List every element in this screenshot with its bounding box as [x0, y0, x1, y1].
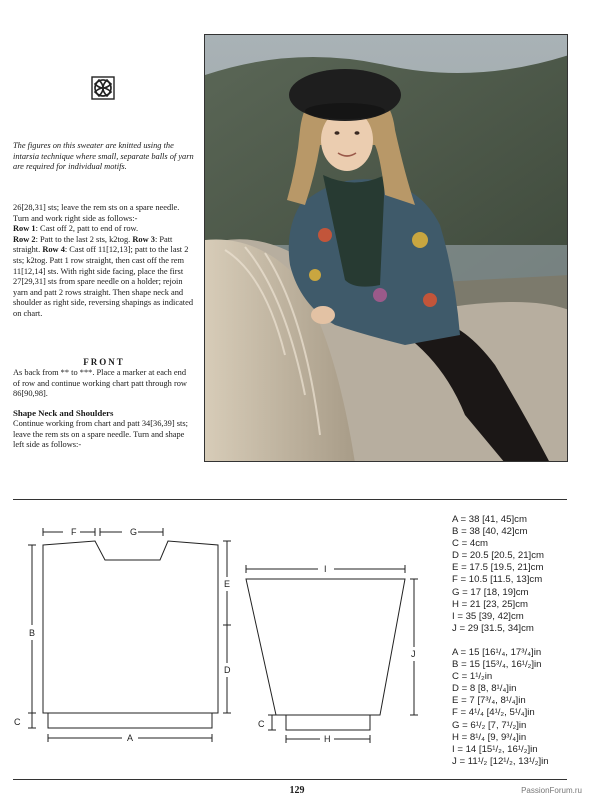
measure-cm-a: A = 38 [41, 45]cm — [452, 514, 527, 525]
measure-cm-i: I = 35 [39, 42]cm — [452, 610, 524, 622]
measure-cm-j: J = 29 [31.5, 34]cm — [452, 622, 534, 634]
measure-cm-h: H = 21 [23, 25]cm — [452, 598, 528, 610]
back-instructions: 26[28,31] sts; leave the rem sts on a spare needle. Turn and work right side as follows:- Row 1: Cast off 2, patt to end of row. Row 2: Patt to the last 2 sts, k2tog. Row 3: Patt straight. Row 4: Cast off 11[12,13]; patt to the last 2 sts; k2tog. Patt 1 row straight, then cast off the rem 11[12,14] sts. With right side facing, place the first 27[29,31] sts from spare needle on a holder; rejoin yarn and patt 2 rows straight. Then shape neck and shoulder as right side, reversing shapings as indicated on chart. — [13, 203, 194, 318]
label-h: H — [324, 734, 331, 744]
label-i: I — [324, 564, 327, 574]
page-number: 129 — [289, 785, 305, 796]
celtic-knot-icon — [91, 76, 115, 100]
shape-neck-instructions: Continue working from chart and patt 34[36,39] sts; leave the rem sts on a spare needle. Turn and shape left side as follows:- — [13, 419, 188, 450]
measure-in-i: I = 14 [15¹/₂, 16¹/₂]in — [452, 743, 538, 755]
measure-cm-g: G = 17 [18, 19]cm — [452, 586, 529, 598]
label-e: E — [224, 579, 231, 589]
front-instructions: As back from ** to ***. Place a marker at each end of row and continue working chart patt through row 86[90,98]. — [13, 368, 187, 399]
footer-rule — [13, 779, 567, 780]
measure-in-f: F = 4¹/₄ [4¹/₂, 5¹/₄]in — [452, 707, 535, 719]
measure-cm-c: C = 4cm — [452, 538, 488, 550]
intro-text: The figures on this sweater are knitted using the intarsia technique where small, separate balls of yarn are required for individual motifs. — [13, 141, 194, 172]
measure-cm-e: E = 17.5 [19.5, 21]cm — [452, 562, 544, 574]
label-g: G — [130, 527, 138, 537]
label-c-body: C — [14, 717, 21, 727]
measure-in-a: A = 15 [16¹/₄, 17³/₄]in — [452, 647, 542, 658]
watermark: PassionForum.ru — [521, 786, 582, 795]
measure-in-e: E = 7 [7³/₄, 8¹/₄]in — [452, 695, 526, 707]
label-b: B — [29, 628, 36, 638]
measure-in-j: J = 11¹/₂ [12¹/₂, 13¹/₂]in — [452, 755, 549, 767]
label-f: F — [71, 527, 77, 537]
measure-in-d: D = 8 [8, 8¹/₄]in — [452, 683, 517, 695]
front-heading: FRONT — [83, 357, 125, 367]
label-a: A — [127, 733, 134, 743]
measure-cm-b: B = 38 [40, 42]cm — [452, 526, 528, 538]
label-j: J — [411, 649, 416, 659]
measure-in-b: B = 15 [15³/₄, 16¹/₂]in — [452, 659, 542, 671]
sweater-photo — [204, 34, 568, 462]
label-c-sleeve: C — [258, 719, 265, 729]
shape-neck-heading: Shape Neck and Shoulders — [13, 408, 114, 418]
measure-in-c: C = 1¹/₂in — [452, 671, 493, 683]
label-d: D — [224, 665, 231, 675]
measure-in-h: H = 8¹/₄ [9, 9³/₄]in — [452, 731, 527, 743]
measure-cm-d: D = 20.5 [20.5, 21]cm — [452, 550, 544, 562]
measurements-in — [452, 647, 549, 768]
diagram-top-rule — [13, 499, 567, 500]
measure-cm-f: F = 10.5 [11.5, 13]cm — [452, 574, 543, 586]
measure-in-g: G = 6¹/₂ [7, 7¹/₂]in — [452, 719, 527, 731]
schematic-diagram — [0, 505, 450, 755]
measurements-cm — [452, 514, 544, 635]
